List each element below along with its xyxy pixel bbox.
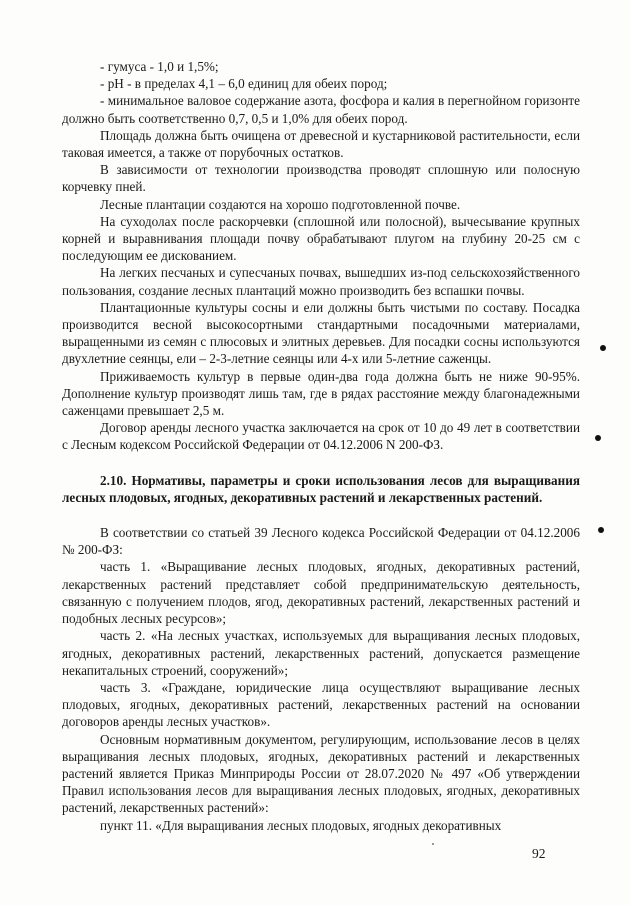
body-paragraph: На легких песчаных и супесчаных почвах, вышедших из-под сельскохозяйственного пользования, создание лесных плантаций можно производить без вспашки почвы.: [62, 265, 580, 298]
body-paragraph: - минимальное валовое содержание азота, фосфора и калия в перегнойном горизонте должно быть соответственно 0,7, 0,5 и 1,0% для обеих пород.: [62, 93, 580, 126]
section-heading: 2.10. Нормативы, параметры и сроки использования лесов для выращивания лесных плодовых, ягодных, декоративных растений и лекарственных растений.: [62, 472, 580, 505]
body-paragraph: - гумуса - 1,0 и 1,5%;: [100, 59, 219, 74]
body-paragraph: Основным нормативным документом, регулирующим, использование лесов в целях выращивания лесных плодовых, ягодных, декоративных растений и лекарственных растений является Приказ Минприроды России от 28.07.2020 № 497 «Об утверждении Правил использования лесов для выращивания лесных плодовых, ягодных, декоративных растений, лекарственных растений»:: [62, 731, 580, 816]
body-paragraph: В соответствии со статьей 39 Лесного кодекса Российской Федерации от 04.12.2006 № 200-ФЗ:: [62, 525, 580, 558]
body-paragraph: Приживаемость культур в первые один-два года должна быть не ниже 90-95%. Дополнение культур производят лишь там, где в рядах расстояние между благонадежными саженцами превышает 2,5 м.: [62, 368, 580, 419]
body-paragraph: часть 2. «На лесных участках, используемых для выращивания лесных плодовых, ягодных, декоративных растений, лекарственных растений, допускается размещение некапитальных строений, сооружений»;: [62, 628, 580, 678]
binding-hole-mark: [600, 345, 606, 351]
body-paragraph: Договор аренды лесного участка заключается на срок от 10 до 49 лет в соответствии с Лесным кодексом Российской Федерации от 04.12.2006 N 200-ФЗ.: [62, 420, 580, 453]
body-paragraph: часть 1. «Выращивание лесных плодовых, ягодных, декоративных растений, лекарственных растений представляет собой предпринимательскую деятельность, связанную с получением плодов, ягод, декоративных растений, лекарственных растений и подобных лесных ресурсов»;: [62, 559, 580, 627]
body-text-top: [62, 58, 580, 454]
body-paragraph: Площадь должна быть очищена от древесной и кустарниковой растительности, если таковая имеется, а также от порубочных остатков.: [62, 127, 580, 161]
document-page: [62, 58, 580, 834]
scan-speck: [432, 843, 434, 845]
page-number: 92: [532, 846, 546, 861]
body-paragraph: Плантационные культуры сосны и ели должны быть чистыми по составу. Посадка производится весной высокосортными стандартными посадочными материалами, выращенными из семян с плюсовых и элитных деревьев. Для посадки сосны используются двухлетние сеянцы, ели – 2-3-летние сеянцы или 4-х или 5-летние саженцы.: [62, 299, 580, 367]
body-paragraph: Лесные плантации создаются на хорошо подготовленной почве.: [100, 196, 461, 212]
body-paragraph: В зависимости от технологии производства проводят сплошную или полосную корчевку пней.: [62, 162, 580, 195]
binding-hole-mark: [598, 527, 604, 533]
body-paragraph: - pH - в пределах 4,1 – 6,0 единиц для обеих пород;: [100, 76, 388, 92]
body-paragraph: пункт 11. «Для выращивания лесных плодовых, ягодных декоративных: [100, 817, 502, 833]
body-paragraph: часть 3. «Граждане, юридические лица осуществляют выращивание лесных плодовых, ягодных, декоративных растений, лекарственных растений на основании договоров аренды лесных участков».: [62, 679, 580, 730]
body-text-bottom: [62, 524, 580, 834]
binding-hole-mark: [595, 435, 601, 441]
body-paragraph: На суходолах после раскорчевки (сплошной или полосной), вычесывание крупных корней и выравнивания площади почву обрабатывают плугом на глубину 20-25 см с последующим ее дискованием.: [62, 213, 580, 264]
